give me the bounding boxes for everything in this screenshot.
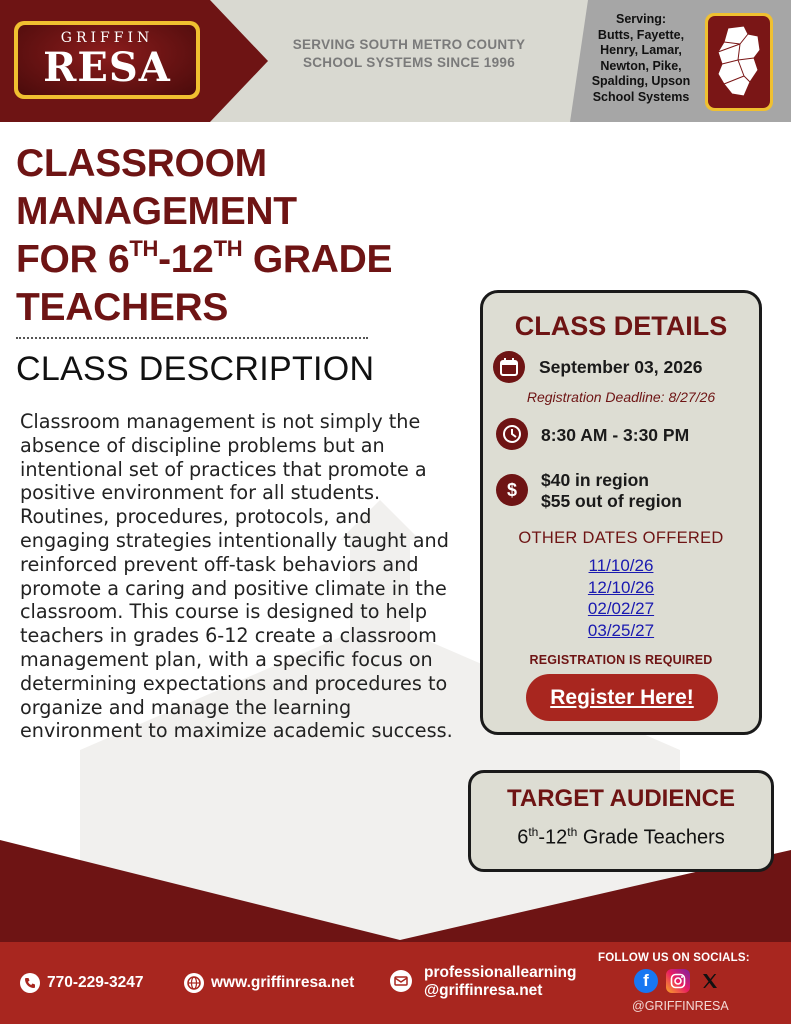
facebook-icon[interactable]: f — [634, 969, 658, 993]
mail-icon — [390, 970, 412, 992]
serving-line: School Systems — [592, 89, 690, 104]
other-dates-list — [483, 555, 759, 641]
phone-icon — [20, 973, 40, 993]
registration-deadline: Registration Deadline: 8/27/26 — [526, 389, 716, 405]
serving-line: Henry, Lamar, — [600, 43, 682, 57]
class-description-body: Classroom management is not simply the absence of discipline problems but an intentional set of practices that promote a positive environment for all students. Routines, procedures, protocols, and engaging strategies intentionally taught and reinforced prevent off-task behaviors and promote a caring and positive climate in the classroom. This course is designed to help teachers in grades 6-12 create a classroom management plan, with a specific focus on determining expectations and procedures to organize and manage the learning environment to maximize academic success. — [20, 410, 453, 743]
x-icon[interactable] — [698, 969, 722, 993]
logo-top-text: GRIFFIN — [60, 30, 154, 46]
tagline-line: SCHOOL SYSTEMS SINCE 1996 — [302, 55, 516, 70]
footer-website[interactable]: www.griffinresa.net — [211, 974, 355, 991]
footer-bar — [0, 942, 791, 1024]
email-line: professionallearning — [424, 964, 577, 981]
serving-line: Spalding, Upson — [591, 74, 691, 88]
register-button[interactable]: Register Here! — [526, 674, 718, 721]
header-banner — [0, 0, 791, 122]
serving-counties — [582, 12, 700, 105]
dollar-icon: $ — [496, 474, 528, 506]
griffin-resa-logo — [14, 21, 200, 99]
target-superscript: th — [567, 825, 578, 839]
other-date-link[interactable]: 12/10/26 — [587, 577, 655, 597]
social-heading: FOLLOW US ON SOCIALS: — [598, 952, 750, 964]
footer-email[interactable] — [424, 964, 576, 1000]
price-in-region: $40 in region — [541, 470, 649, 490]
calendar-icon — [493, 351, 525, 383]
other-dates-heading: OTHER DATES OFFERED — [518, 529, 724, 547]
title-superscript: TH — [129, 236, 159, 261]
other-date-link[interactable]: 03/25/27 — [587, 620, 655, 640]
target-audience-heading: TARGET AUDIENCE — [507, 785, 735, 812]
logo-main-text: RESA — [43, 44, 171, 91]
footer-phone[interactable]: 770-229-3247 — [47, 974, 144, 991]
title-line: MANAGEMENT — [16, 190, 297, 233]
target-text: 6 — [517, 826, 529, 849]
target-superscript: th — [528, 825, 539, 839]
county-map-icon — [714, 24, 764, 100]
registration-required-note: REGISTRATION IS REQUIRED — [529, 653, 713, 667]
page-title — [16, 140, 456, 332]
serving-line: Serving: — [615, 12, 666, 26]
globe-icon — [184, 973, 204, 993]
dotted-divider — [16, 337, 368, 339]
target-audience-body — [471, 825, 771, 850]
tagline-line: SERVING SOUTH METRO COUNTY — [292, 37, 526, 52]
county-map-badge — [705, 13, 773, 111]
title-line — [16, 236, 456, 284]
class-time: 8:30 AM - 3:30 PM — [541, 425, 690, 445]
target-audience-card — [468, 770, 774, 872]
title-text: -12 — [158, 238, 214, 281]
title-superscript: TH — [213, 236, 243, 261]
target-text: Grade Teachers — [577, 826, 725, 849]
serving-line: Newton, Pike, — [600, 58, 682, 73]
title-line: CLASSROOM — [16, 142, 267, 185]
price-out-region: $55 out of region — [541, 491, 682, 511]
other-date-link[interactable]: 02/02/27 — [587, 599, 655, 618]
class-date: September 03, 2026 — [539, 357, 703, 377]
title-text: GRADE — [242, 238, 393, 281]
class-details-card — [480, 290, 762, 735]
email-line: @griffinresa.net — [424, 982, 543, 999]
serving-line: Butts, Fayette, — [597, 27, 685, 42]
class-details-heading: CLASS DETAILS — [514, 311, 728, 341]
class-description-heading: CLASS DESCRIPTION — [16, 350, 375, 388]
class-price — [541, 470, 682, 512]
instagram-icon[interactable] — [666, 969, 690, 993]
header-tagline — [268, 36, 550, 72]
title-text: FOR 6 — [16, 238, 130, 281]
clock-icon — [496, 418, 528, 450]
social-handle: @GRIFFINRESA — [632, 999, 729, 1013]
other-date-link[interactable]: 11/10/26 — [588, 556, 654, 575]
title-line: TEACHERS — [16, 286, 229, 329]
target-text: -12 — [538, 826, 568, 849]
